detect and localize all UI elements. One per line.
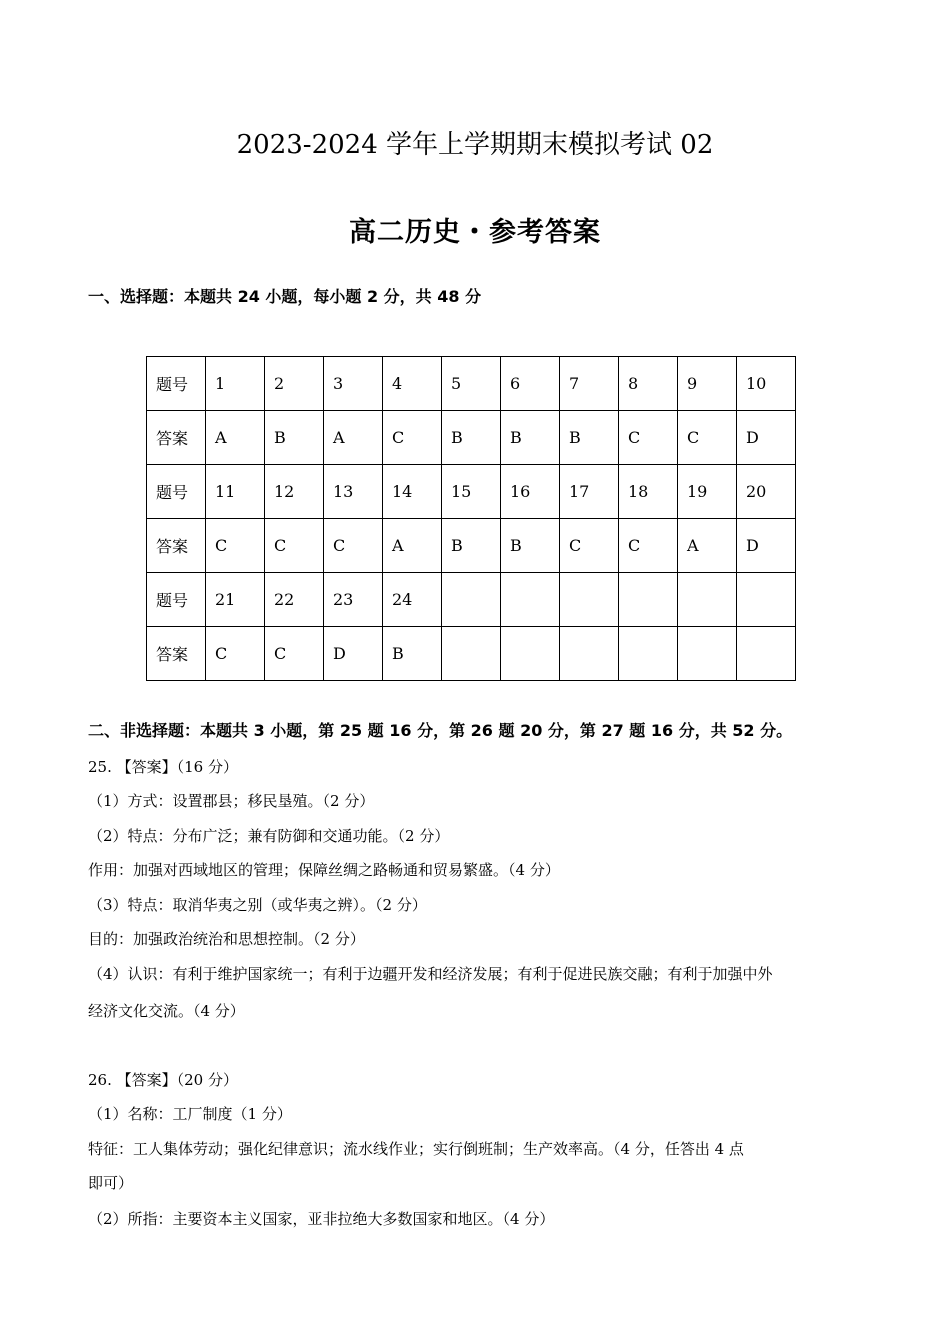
table-cell: 12 xyxy=(265,465,324,519)
table-cell: C xyxy=(206,627,265,681)
row-label-cell: 题号 xyxy=(147,573,206,627)
table-cell xyxy=(501,627,560,681)
table-cell: C xyxy=(619,411,678,465)
table-cell: 1 xyxy=(206,357,265,411)
table-cell: B xyxy=(501,411,560,465)
answer-line: （3）特点：取消华夷之别（或华夷之辨）。（2 分） xyxy=(88,896,427,914)
table-cell: C xyxy=(265,519,324,573)
table-cell: 18 xyxy=(619,465,678,519)
table-cell xyxy=(560,627,619,681)
table-cell: 13 xyxy=(324,465,383,519)
table-cell xyxy=(619,573,678,627)
table-cell: 19 xyxy=(678,465,737,519)
table-cell: C xyxy=(265,627,324,681)
table-cell: C xyxy=(324,519,383,573)
answer-line: 作用：加强对西域地区的管理；保障丝绸之路畅通和贸易繁盛。（4 分） xyxy=(88,861,560,879)
answer-line: 25. 【答案】（16 分） xyxy=(88,758,238,776)
answer-line: 即可） xyxy=(88,1174,134,1192)
table-cell: 10 xyxy=(737,357,796,411)
table-cell xyxy=(442,627,501,681)
table-cell: 24 xyxy=(383,573,442,627)
document-title: 2023-2024 学年上学期期末模拟考试 02 xyxy=(236,130,714,160)
answer-line: 26. 【答案】（20 分） xyxy=(88,1071,238,1089)
table-cell: B xyxy=(501,519,560,573)
table-cell: 23 xyxy=(324,573,383,627)
table-cell: 15 xyxy=(442,465,501,519)
table-cell: D xyxy=(324,627,383,681)
section-heading-nonchoice: 二、非选择题：本题共 3 小题，第 25 题 16 分，第 26 题 20 分，第 27 题 16 分，共 52 分。 xyxy=(88,721,793,740)
table-cell: B xyxy=(560,411,619,465)
document-subtitle: 高二历史・参考答案 xyxy=(349,217,601,248)
section-heading-choice: 一、选择题：本题共 24 小题，每小题 2 分，共 48 分 xyxy=(88,287,482,306)
table-cell: C xyxy=(678,411,737,465)
table-cell: B xyxy=(383,627,442,681)
table-cell: C xyxy=(383,411,442,465)
answer-line: （2）所指：主要资本主义国家，亚非拉绝大多数国家和地区。（4 分） xyxy=(88,1210,555,1228)
table-row xyxy=(147,357,796,411)
table-cell xyxy=(678,627,737,681)
table-cell: 8 xyxy=(619,357,678,411)
row-label-cell: 题号 xyxy=(147,465,206,519)
table-cell: B xyxy=(265,411,324,465)
table-cell: 4 xyxy=(383,357,442,411)
table-row xyxy=(147,411,796,465)
table-cell xyxy=(501,573,560,627)
table-cell: 3 xyxy=(324,357,383,411)
table-cell xyxy=(619,627,678,681)
row-label-cell: 答案 xyxy=(147,519,206,573)
table-row xyxy=(147,627,796,681)
table-cell: D xyxy=(737,519,796,573)
table-row xyxy=(147,573,796,627)
table-cell: 22 xyxy=(265,573,324,627)
table-cell: 7 xyxy=(560,357,619,411)
table-cell xyxy=(737,573,796,627)
answer-line: 目的：加强政治统治和思想控制。（2 分） xyxy=(88,930,365,948)
row-label-cell: 题号 xyxy=(147,357,206,411)
table-row xyxy=(147,519,796,573)
table-cell: B xyxy=(442,411,501,465)
table-cell: C xyxy=(560,519,619,573)
table-cell: C xyxy=(206,519,265,573)
table-cell xyxy=(442,573,501,627)
table-cell: 6 xyxy=(501,357,560,411)
table-cell xyxy=(678,573,737,627)
answer-line: （1）名称：工厂制度（1 分） xyxy=(88,1105,292,1123)
table-cell: C xyxy=(619,519,678,573)
row-label-cell: 答案 xyxy=(147,627,206,681)
table-cell: 2 xyxy=(265,357,324,411)
table-cell: A xyxy=(206,411,265,465)
table-cell: B xyxy=(442,519,501,573)
answer-line: 经济文化交流。（4 分） xyxy=(88,1002,245,1020)
table-cell: A xyxy=(383,519,442,573)
table-cell: 9 xyxy=(678,357,737,411)
answer-line: （1）方式：设置郡县；移民垦殖。（2 分） xyxy=(88,792,375,810)
table-cell: A xyxy=(678,519,737,573)
answer-line: （4）认识：有利于维护国家统一；有利于边疆开发和经济发展；有利于促进民族交融；有利于加强中外 xyxy=(88,965,773,983)
table-row xyxy=(147,465,796,519)
table-cell: A xyxy=(324,411,383,465)
answer-line: （2）特点：分布广泛；兼有防御和交通功能。（2 分） xyxy=(88,827,450,845)
answer-table xyxy=(146,356,796,681)
table-cell: 17 xyxy=(560,465,619,519)
table-cell: 11 xyxy=(206,465,265,519)
row-label-cell: 答案 xyxy=(147,411,206,465)
table-cell xyxy=(737,627,796,681)
table-cell: 21 xyxy=(206,573,265,627)
table-cell: 20 xyxy=(737,465,796,519)
answer-line: 特征：工人集体劳动；强化纪律意识；流水线作业；实行倒班制；生产效率高。（4 分，任答出 4 点 xyxy=(88,1140,744,1158)
table-cell: 16 xyxy=(501,465,560,519)
table-cell xyxy=(560,573,619,627)
table-cell: 14 xyxy=(383,465,442,519)
table-cell: D xyxy=(737,411,796,465)
table-cell: 5 xyxy=(442,357,501,411)
